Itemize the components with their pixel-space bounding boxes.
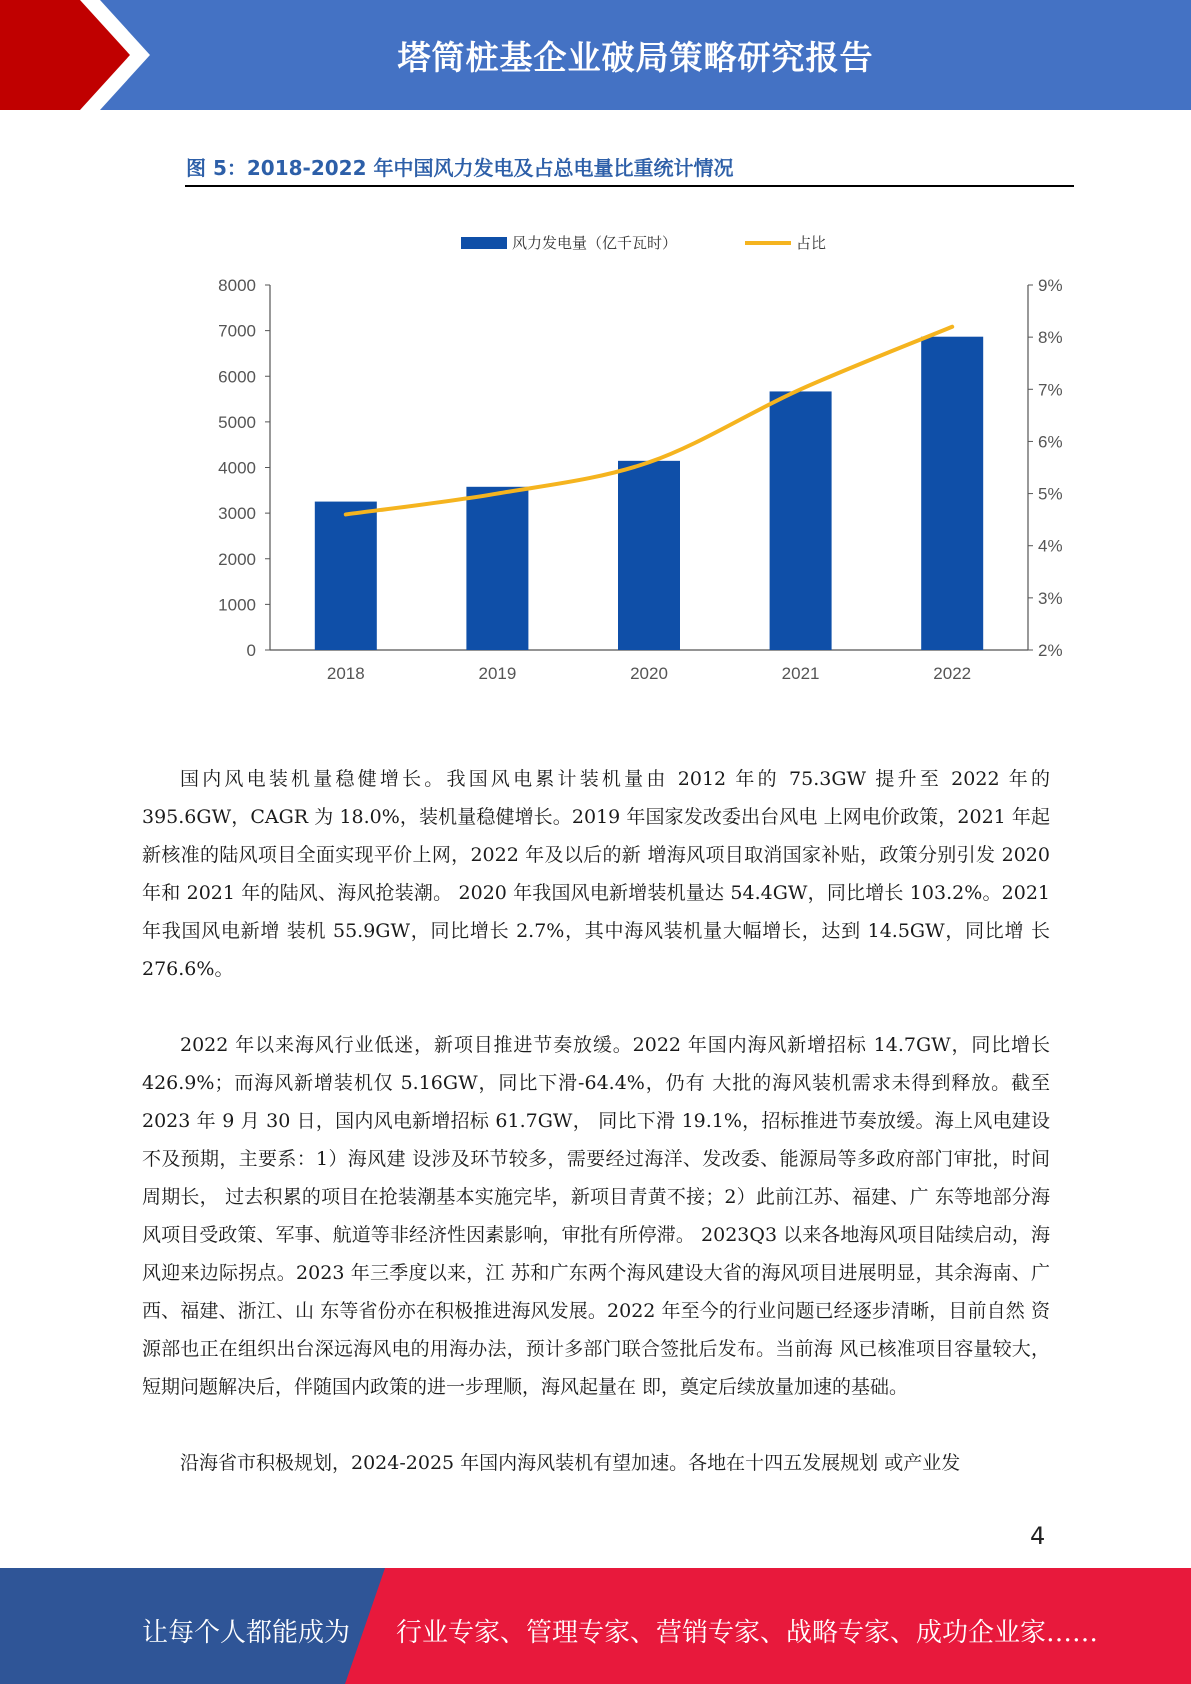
right-y-tick-label: 4% xyxy=(1038,536,1063,556)
share-point-2019 xyxy=(496,492,499,495)
right-y-tick-label: 7% xyxy=(1038,380,1063,400)
right-y-tick-label: 6% xyxy=(1038,432,1063,452)
figure-title: 图 5：2018-2022 年中国风力发电及占总电量比重统计情况 xyxy=(186,156,734,180)
x-tick-label: 2021 xyxy=(781,664,820,683)
share-point-2022 xyxy=(951,325,954,328)
share-point-2020 xyxy=(648,461,651,464)
legend-label-bar: 风力发电量（亿千瓦时） xyxy=(512,234,678,252)
footer-slogan-right: 行业专家、管理专家、营销专家、战略专家、成功企业家…… xyxy=(396,1618,1099,1648)
chart-bars xyxy=(315,337,983,650)
left-y-tick-label: 7000 xyxy=(218,321,256,341)
figure-title-rule xyxy=(185,185,1074,187)
bar-2022 xyxy=(921,337,983,650)
footer-slogan-left: 让每个人都能成为 xyxy=(142,1618,351,1648)
right-y-tick-label: 2% xyxy=(1038,641,1063,660)
legend-label-line: 占比 xyxy=(796,234,827,252)
x-tick-label: 2020 xyxy=(630,664,668,683)
left-y-tick-label: 5000 xyxy=(218,412,256,432)
left-y-tick-label: 2000 xyxy=(218,549,256,569)
paragraph-3: 沿海省市积极规划，2024-2025 年国内海风装机有望加速。各地在十四五发展规划 或产业发 xyxy=(180,1452,961,1474)
bar-2020 xyxy=(618,461,680,650)
right-y-tick-label: 9% xyxy=(1038,276,1063,295)
left-y-tick-label: 3000 xyxy=(218,504,256,524)
left-y-tick-label: 6000 xyxy=(218,367,256,387)
right-y-tick-label: 8% xyxy=(1038,328,1063,348)
right-y-tick-label: 5% xyxy=(1038,484,1063,504)
left-y-tick-label: 1000 xyxy=(218,595,256,615)
bar-2021 xyxy=(770,391,832,650)
left-y-tick-label: 0 xyxy=(246,641,256,660)
paragraph-2: 2022 年以来海风行业低迷，新项目推进节奏放缓。2022 年国内海风新增招标 14.7GW，同比增长 426.9%；而海风新增装机仅 5.16GW，同比下滑-64.4%，仍有 大批的海风装机需求未得到释放。截至 2023 年 9 月 30 日，国内风电新增招标 61.7GW， 同比下滑 19.1%，招标推进节奏放缓。海上风电建设不及预期，主要系：1）海风建 设涉及环节较多，需要经过海洋、发改委、能源局等多政府部门审批，时间周期长， 过去积累的项目在抢装潮基本实施完毕，新项目青黄不接；2）此前江苏、福建、广 东等地部分海风项目受政策、军事、航道等非经济性因素影响，审批有所停滞。 2023Q3 以来各地海风项目陆续启动，海风迎来边际拐点。2023 年三季度以来，江 苏和广东两个海风建设大省的海风项目进展明显，其余海南、广西、福建、浙江、山 东等省份亦在积极推进海风发展。2022 年至今的行业问题已经逐步清晰，目前自然 资源部也正在组织出台深远海风电的用海办法，预计多部门联合签批后发布。当前海 风已核准项目容量较大，短期问题解决后，伴随国内政策的进一步理顺，海风起量在 即，奠定后续放量加速的基础。 xyxy=(142,1034,1050,1398)
bar-2018 xyxy=(315,502,377,650)
paragraph-1: 国内风电装机量稳健增长。我国风电累计装机量由 2012 年的 75.3GW 提升至 2022 年的 395.6GW，CAGR 为 18.0%，装机量稳健增长。2019 年国家发改委出台风电 上网电价政策，2021 年起新核准的陆风项目全面实现平价上网，2022 年及以后的新 增海风项目取消国家补贴，政策分别引发 2020 年和 2021 年的陆风、海风抢装潮。 2020 年我国风电新增装机量达 54.4GW，同比增长 103.2%。2021 年我国风电新增 装机 55.9GW，同比增长 2.7%，其中海风装机量大幅增长，达到 14.5GW，同比增 长 276.6%。 xyxy=(142,768,1050,980)
share-point-2021 xyxy=(799,388,802,391)
wind-power-chart xyxy=(180,215,1080,695)
legend-swatch-bar xyxy=(461,237,507,249)
right-y-tick-label: 3% xyxy=(1038,588,1063,608)
bar-2019 xyxy=(466,487,528,650)
chart-legend xyxy=(461,234,826,252)
x-tick-label: 2018 xyxy=(326,664,365,683)
chart-x-ticks xyxy=(327,664,971,683)
left-y-tick-label: 4000 xyxy=(218,458,256,478)
share-point-2018 xyxy=(344,513,347,516)
page-number: 4 xyxy=(1030,1522,1046,1550)
left-y-tick-label: 8000 xyxy=(218,276,256,295)
body-text xyxy=(142,760,1050,1520)
x-tick-label: 2019 xyxy=(478,664,517,683)
report-title: 塔筒桩基企业破局策略研究报告 xyxy=(397,37,874,77)
x-tick-label: 2022 xyxy=(933,664,972,683)
